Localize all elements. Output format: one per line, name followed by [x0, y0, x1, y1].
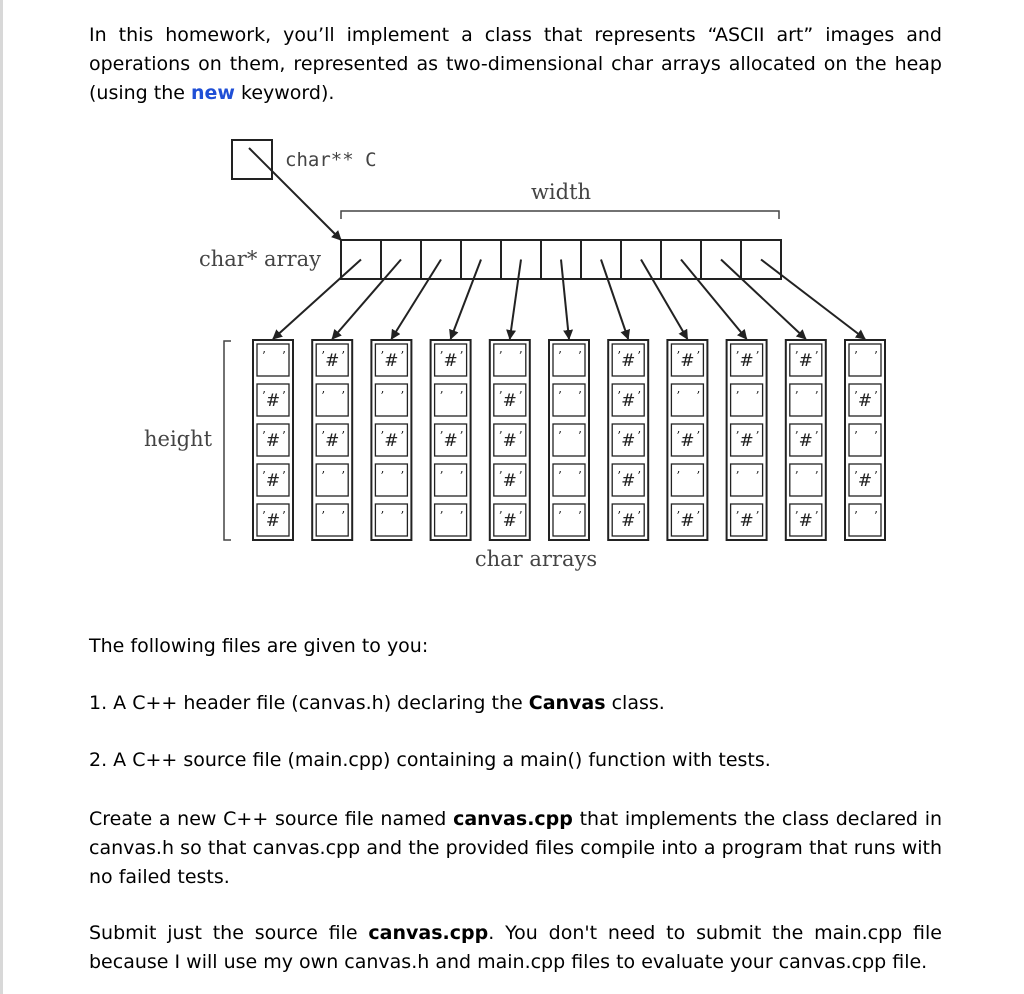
close-quote: ’: [282, 349, 286, 363]
open-quote: ’: [380, 469, 385, 483]
canvas-class-name: Canvas: [528, 692, 606, 714]
hash-char: #: [265, 391, 281, 411]
open-quote: ’: [676, 349, 681, 363]
column-arrow: [761, 260, 865, 340]
close-quote: ’: [637, 509, 642, 523]
close-quote: ’: [341, 429, 346, 443]
hash-char: #: [265, 471, 281, 491]
hash-char: #: [798, 431, 813, 451]
open-quote: ’: [735, 389, 740, 403]
hash-char: #: [443, 351, 458, 371]
open-quote: ’: [676, 509, 681, 523]
open-quote: ’: [262, 509, 266, 523]
char-arrays-label: char arrays: [474, 547, 598, 571]
open-quote: ’: [498, 349, 503, 363]
close-quote: ’: [459, 469, 464, 483]
open-quote: ’: [439, 429, 444, 443]
close-quote: ’: [874, 509, 878, 523]
open-quote: ’: [558, 469, 562, 483]
hash-char: #: [384, 351, 399, 371]
close-quote: ’: [282, 469, 286, 483]
open-quote: ’: [498, 429, 503, 443]
item-1-text: 1. A C++ header file (canvas.h) declaring the: [89, 692, 529, 714]
item-1-suffix: class.: [605, 692, 665, 714]
open-quote: ’: [617, 429, 622, 443]
close-quote: ’: [459, 389, 464, 403]
open-quote: ’: [794, 429, 799, 443]
open-quote: ’: [380, 429, 385, 443]
open-quote: ’: [854, 389, 858, 403]
hash-char: #: [680, 351, 695, 371]
close-quote: ’: [814, 389, 819, 403]
new-keyword: new: [191, 82, 235, 104]
open-quote: ’: [380, 389, 385, 403]
hash-char: #: [680, 511, 695, 531]
files-intro: The following files are given to you:: [89, 635, 429, 657]
hash-char: #: [739, 511, 754, 531]
close-quote: ’: [637, 349, 642, 363]
hash-char: #: [502, 471, 517, 491]
char-array-column: [845, 340, 885, 540]
hash-char: #: [857, 391, 873, 411]
char-array-column: [253, 340, 293, 540]
open-quote: ’: [735, 429, 740, 443]
open-quote: ’: [558, 429, 562, 443]
intro-text-1: In this homework, you’ll implement a class that represents “ASCII art” images and operations on them, represented as two-dimensional char arrays allocated on the heap (using the: [89, 24, 942, 104]
open-quote: ’: [321, 429, 326, 443]
pointer-label: char** C: [285, 149, 377, 171]
open-quote: ’: [439, 509, 444, 523]
close-quote: ’: [459, 349, 464, 363]
close-quote: ’: [518, 429, 523, 443]
hash-char: #: [739, 431, 754, 451]
hash-char: #: [384, 431, 399, 451]
hash-char: #: [265, 431, 281, 451]
close-quote: ’: [400, 389, 405, 403]
close-quote: ’: [518, 389, 523, 403]
char-array-column: [371, 340, 411, 540]
open-quote: ’: [262, 429, 266, 443]
hash-char: #: [621, 391, 636, 411]
height-label: height: [144, 427, 213, 451]
open-quote: ’: [321, 469, 326, 483]
create-filename: canvas.cpp: [453, 808, 573, 830]
close-quote: ’: [755, 429, 760, 443]
hash-char: #: [325, 351, 340, 371]
close-quote: ’: [578, 469, 582, 483]
close-quote: ’: [814, 509, 819, 523]
char-array-column: [549, 340, 589, 540]
open-quote: ’: [617, 509, 622, 523]
close-quote: ’: [518, 469, 523, 483]
hash-char: #: [621, 351, 636, 371]
height-bracket: [224, 341, 231, 540]
open-quote: ’: [676, 389, 681, 403]
submit-filename: canvas.cpp: [368, 922, 489, 944]
open-quote: ’: [558, 349, 562, 363]
open-quote: ’: [676, 429, 681, 443]
close-quote: ’: [755, 469, 760, 483]
close-quote: ’: [578, 509, 582, 523]
item-2: 2. A C++ source file (main.cpp) containing a main() function with tests.: [89, 749, 771, 771]
open-quote: ’: [854, 349, 858, 363]
hash-char: #: [680, 431, 695, 451]
close-quote: ’: [637, 389, 642, 403]
close-quote: ’: [874, 389, 878, 403]
open-quote: ’: [794, 389, 799, 403]
char-array-column: [727, 340, 767, 540]
submit-text-2: . You don't need to submit the main.cpp file because I will use my own canvas.h and main.cpp files to evaluate your canvas.cpp file.: [89, 922, 942, 973]
char-array-column: [431, 340, 471, 540]
open-quote: ’: [262, 349, 266, 363]
hash-char: #: [798, 511, 813, 531]
item-1: [89, 689, 942, 718]
char-array-column: [667, 340, 707, 540]
close-quote: ’: [814, 349, 819, 363]
open-quote: ’: [558, 389, 562, 403]
intro-text-2: keyword).: [234, 82, 335, 104]
open-quote: ’: [321, 349, 326, 363]
hash-char: #: [443, 431, 458, 451]
open-quote: ’: [735, 349, 740, 363]
open-quote: ’: [676, 469, 681, 483]
open-quote: ’: [794, 509, 799, 523]
submit-text-1: Submit just the source file: [89, 922, 369, 944]
open-quote: ’: [854, 469, 858, 483]
open-quote: ’: [854, 509, 858, 523]
open-quote: ’: [617, 349, 622, 363]
close-quote: ’: [814, 429, 819, 443]
open-quote: ’: [617, 469, 622, 483]
close-quote: ’: [874, 469, 878, 483]
char-array-column: [608, 340, 648, 540]
close-quote: ’: [400, 509, 405, 523]
close-quote: ’: [874, 349, 878, 363]
char-array-column: [786, 340, 826, 540]
close-quote: ’: [341, 469, 346, 483]
create-text-1: Create a new C++ source file named: [89, 808, 454, 830]
close-quote: ’: [341, 389, 346, 403]
open-quote: ’: [558, 509, 562, 523]
hash-char: #: [798, 351, 813, 371]
open-quote: ’: [380, 349, 385, 363]
close-quote: ’: [459, 509, 464, 523]
close-quote: ’: [696, 389, 701, 403]
open-quote: ’: [498, 509, 503, 523]
hash-char: #: [621, 471, 636, 491]
close-quote: ’: [341, 509, 346, 523]
close-quote: ’: [637, 429, 642, 443]
open-quote: ’: [498, 469, 503, 483]
hash-char: #: [502, 431, 517, 451]
hash-char: #: [621, 511, 636, 531]
close-quote: ’: [696, 509, 701, 523]
close-quote: ’: [282, 389, 286, 403]
open-quote: ’: [321, 389, 326, 403]
width-label: width: [530, 180, 592, 204]
char-array-column: [490, 340, 530, 540]
open-quote: ’: [617, 389, 622, 403]
close-quote: ’: [578, 349, 582, 363]
close-quote: ’: [282, 429, 286, 443]
hash-char: #: [502, 391, 517, 411]
char-array-column: [312, 340, 352, 540]
array-label: char* array: [199, 247, 322, 271]
open-quote: ’: [735, 509, 740, 523]
hash-char: #: [265, 511, 281, 531]
open-quote: ’: [794, 469, 799, 483]
close-quote: ’: [874, 429, 878, 443]
close-quote: ’: [578, 429, 582, 443]
open-quote: ’: [262, 389, 266, 403]
open-quote: ’: [321, 509, 326, 523]
close-quote: ’: [518, 349, 523, 363]
close-quote: ’: [400, 349, 405, 363]
close-quote: ’: [696, 429, 701, 443]
hash-char: #: [857, 471, 873, 491]
create-text-2: that implements the class declared in canvas.h so that canvas.cpp and the provided files compile into a program that runs with no failed tests.: [89, 808, 943, 888]
close-quote: ’: [696, 469, 701, 483]
open-quote: ’: [262, 469, 266, 483]
close-quote: ’: [459, 429, 464, 443]
close-quote: ’: [400, 469, 405, 483]
submit-paragraph: [89, 919, 942, 977]
close-quote: ’: [814, 469, 819, 483]
open-quote: ’: [854, 429, 858, 443]
close-quote: ’: [637, 469, 642, 483]
hash-char: #: [621, 431, 636, 451]
create-paragraph: [89, 805, 942, 892]
hash-char: #: [502, 511, 517, 531]
open-quote: ’: [439, 389, 444, 403]
close-quote: ’: [578, 389, 582, 403]
hash-char: #: [739, 351, 754, 371]
close-quote: ’: [518, 509, 523, 523]
open-quote: ’: [380, 509, 385, 523]
open-quote: ’: [735, 469, 740, 483]
close-quote: ’: [755, 349, 760, 363]
open-quote: ’: [498, 389, 503, 403]
pointer-box: [232, 140, 272, 179]
close-quote: ’: [696, 349, 701, 363]
column-arrow: [273, 260, 361, 340]
open-quote: ’: [794, 349, 799, 363]
close-quote: ’: [282, 509, 286, 523]
hash-char: #: [325, 431, 340, 451]
close-quote: ’: [755, 389, 760, 403]
width-bracket: [341, 211, 779, 219]
close-quote: ’: [341, 349, 346, 363]
close-quote: ’: [755, 509, 760, 523]
open-quote: ’: [439, 469, 444, 483]
close-quote: ’: [400, 429, 405, 443]
open-quote: ’: [439, 349, 444, 363]
